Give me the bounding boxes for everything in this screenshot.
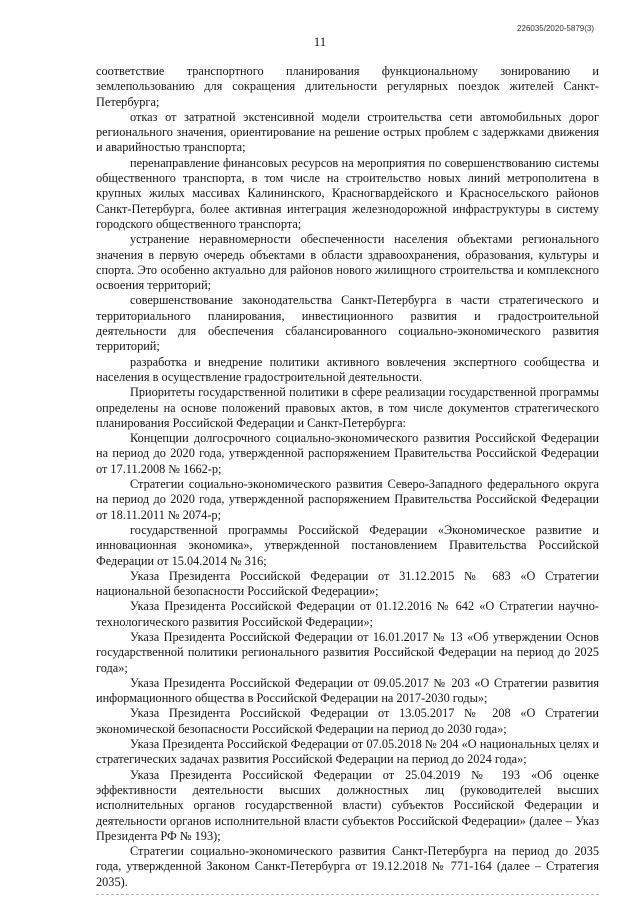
list-item-decree-642: Указа Президента Российской Федерации от 01.12.2016 № 642 «О Стратегии научно-технологического развития Российской Федерации»; (96, 599, 599, 629)
paragraph-legislation: совершенствование законодательства Санкт-Петербурга в части стратегического и территориального планирования, инвестиционного развития и градостроительной деятельности для обеспечения сбалансированного социально-экономического развития территорий; (96, 293, 599, 354)
list-item-decree-13: Указа Президента Российской Федерации от 16.01.2017 № 13 «Об утверждении Основ государственной политики регионального развития Российской Федерации на период до 2025 года»; (96, 629, 599, 675)
paragraph-transport-zoning: соответствие транспортного планирования функциональному зонированию и землепользованию для сокращения длительности регулярных поездок жителей Санкт-Петербурга; (96, 64, 599, 109)
list-item-northwest-strategy: Стратегии социально-экономического развития Северо-Западного федерального округа на период до 2020 года, утвержденной распоряжением Правительства Российской Федерации от 18.11.2011 № 2074-р; (96, 477, 599, 522)
footer-divider (96, 894, 599, 895)
list-item-concept-2020: Концепции долгосрочного социально-экономического развития Российской Федерации на период до 2020 года, утвержденной распоряжением Правительства Российской Федерации от 17.11.2008 № 1662-р; (96, 431, 599, 476)
document-body (96, 64, 599, 890)
list-item-decree-203: Указа Президента Российской Федерации от 09.05.2017 № 203 «О Стратегии развития информационного общества в Российской Федерации на 2017-2030 годы»; (96, 675, 599, 706)
paragraph-regional-facilities: устранение неравномерности обеспеченности населения объектами регионального значения в первую очередь объектами в области здравоохранения, образования, культуры и спорта. Это особенно актуально для районов нового жилищного строительства и комплексного освоения территорий; (96, 232, 599, 293)
document-registration-code: 226035/2020-5879(3) (517, 24, 594, 33)
list-item-decree-683: Указа Президента Российской Федерации от 31.12.2015 № 683 «О Стратегии национальной безопасности Российской Федерации»; (96, 568, 599, 599)
paragraph-public-transport-funding: перенаправление финансовых ресурсов на мероприятия по совершенствованию системы общественного транспорта, в том числе на строительство новых линий метрополитена в крупных жилых массивах Калининского, Красногвардейского и Красносельского районов Санкт-Петербурга, более активная интеграция железнодорожной инфраструктуры в систему городского общественного транспорта; (96, 155, 599, 231)
list-item-decree-193: Указа Президента Российской Федерации от 25.04.2019 № 193 «Об оценке эффективности деятельности высших должностных лиц (руководителей высших исполнительных органов государственной власти) субъектов Российской Федерации и деятельности органов исполнительной власти субъектов Российской Федерации» (далее – Указ Президента РФ № 193); (96, 767, 599, 843)
paragraph-expert-involvement: разработка и внедрение политики активного вовлечения экспертного сообщества и населения в осуществление градостроительной деятельности. (96, 354, 599, 384)
list-item-decree-208: Указа Президента Российской Федерации от 13.05.2017 № 208 «О Стратегии экономической безопасности Российской Федерации на период до 2030 года»; (96, 706, 599, 736)
paragraph-road-network: отказ от затратной экстенсивной модели строительства сети автомобильных дорог регионального значения, ориентирование на решение острых проблем с задержками движения и аварийностью транспорта; (96, 109, 599, 155)
list-item-strategy-2035: Стратегии социально-экономического развития Санкт-Петербурга на период до 2035 года, утвержденной Законом Санкт-Петербурга от 19.12.2018 № 771-164 (далее – Стратегия 2035). (96, 844, 599, 889)
page-number: 11 (313, 34, 327, 49)
list-item-economic-program: государственной программы Российской Федерации «Экономическое развитие и инновационная экономика», утвержденной постановлением Правительства Российской Федерации от 15.04.2014 № 316; (96, 522, 599, 568)
paragraph-state-policy-priorities: Приоритеты государственной политики в сфере реализации государственной программы определены на основе положений правовых актов, в том числе документов стратегического планирования Российской Федерации и Санкт-Петербурга: (96, 385, 599, 430)
list-item-decree-204: Указа Президента Российской Федерации от 07.05.2018 № 204 «О национальных целях и стратегических задачах развития Российской Федерации на период до 2024 года»; (96, 737, 599, 767)
